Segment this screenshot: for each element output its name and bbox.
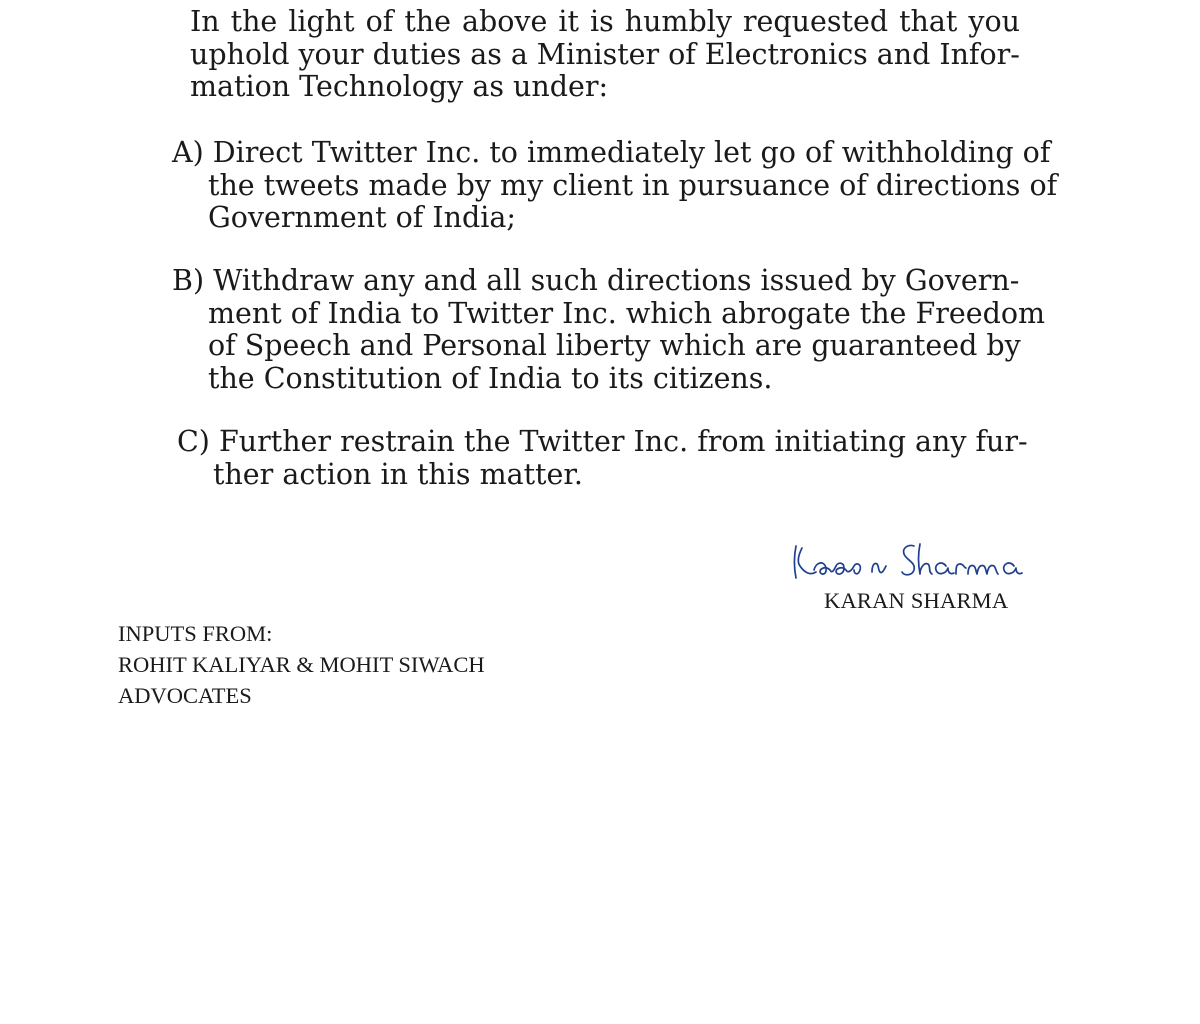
word: duties <box>372 37 462 71</box>
request-line: Government of India; <box>208 201 516 234</box>
inputs-heading: INPUTS FROM: <box>118 621 273 646</box>
request-line: the tweets made by my client in pursuance of directions of <box>208 168 1058 202</box>
request-text: Withdraw any and all such directions issued by Govern- <box>213 264 1020 297</box>
intro-paragraph <box>190 6 1020 104</box>
request-line: the Constitution of India to its citizens. <box>208 361 773 395</box>
word: Minister <box>536 37 660 71</box>
request-line <box>172 265 1045 298</box>
intro-line <box>190 6 1020 39</box>
word: the <box>404 5 452 38</box>
request-item-c <box>177 426 1028 491</box>
signer-name: KARAN SHARMA <box>824 588 1009 613</box>
word: requested <box>742 5 889 38</box>
word: Infor- <box>939 37 1020 71</box>
request-line: ment of India to Twitter Inc. which abrogate the Freedom <box>208 296 1046 330</box>
inputs-from-block <box>118 618 485 711</box>
word: In <box>190 5 220 38</box>
inputs-names: ROHIT KALIYAR & MOHIT SIWACH <box>118 652 485 677</box>
signature-drawing <box>790 540 1026 582</box>
request-line: of Speech and Personal liberty which are guaranteed by <box>208 329 1021 362</box>
intro-line <box>190 39 1020 72</box>
request-item-a <box>172 137 1057 235</box>
word: your <box>298 37 364 71</box>
signature-strokes <box>795 544 1023 578</box>
request-label: C) <box>177 425 210 458</box>
inputs-role: ADVOCATES <box>118 683 252 708</box>
word: is <box>589 5 614 38</box>
word: a <box>510 37 528 71</box>
word: humbly <box>624 5 732 38</box>
word: that <box>899 5 958 38</box>
word: Electronics <box>704 37 868 71</box>
request-text: Further restrain the Twitter Inc. from initiating any fur- <box>219 425 1028 458</box>
word: uphold <box>190 37 290 71</box>
word: the <box>230 5 278 38</box>
request-label: A) <box>172 136 204 169</box>
request-line: ther action in this matter. <box>213 457 583 491</box>
handwritten-signature <box>790 540 1026 582</box>
word: as <box>470 37 502 71</box>
word: of <box>365 5 394 38</box>
word: light <box>288 5 355 38</box>
intro-line: mation Technology as under: <box>190 70 609 103</box>
request-item-b <box>172 265 1045 395</box>
request-line <box>172 137 1057 170</box>
word: above <box>462 5 548 38</box>
word: you <box>968 5 1020 38</box>
word: of <box>668 37 696 71</box>
request-text: Direct Twitter Inc. to immediately let go of withholding of <box>212 136 1051 169</box>
request-label: B) <box>172 264 205 297</box>
word: and <box>876 37 931 71</box>
request-line <box>177 426 1028 459</box>
word: it <box>558 5 579 38</box>
